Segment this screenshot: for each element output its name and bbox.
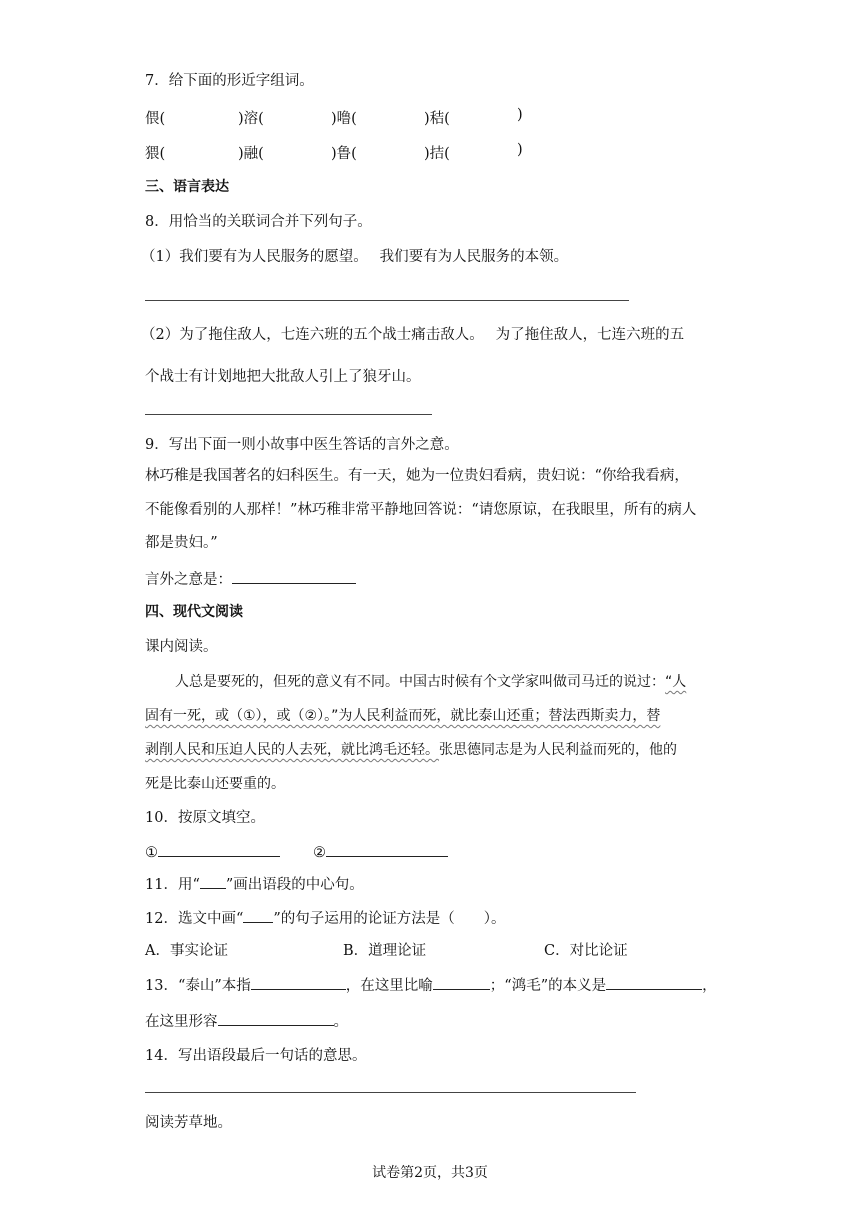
q10-mark-2: ② [313, 845, 326, 861]
q13-text: 在这里形容 [145, 1014, 218, 1030]
q8-answer-line-1[interactable] [145, 300, 629, 301]
q10-title: 10．按原文填空。 [145, 810, 265, 826]
q7-cell: 猥( [145, 146, 166, 162]
q13-text: 13．“泰山”本指 [145, 978, 251, 994]
section-heading-4: 四、现代文阅读 [145, 604, 243, 620]
passage-line-2: 固有一死，或（①），或（②）。”为人民利益而死，就比泰山还重；替法西斯卖力，替 [145, 708, 661, 724]
q14-answer-line[interactable] [145, 1092, 636, 1093]
q13-text: 。 [333, 1014, 348, 1030]
q13-text: ；“鸿毛”的本义是 [489, 978, 607, 994]
q7-row-1 [145, 107, 610, 128]
q7-cell: )拮( [424, 146, 450, 162]
q11-underline-sample [200, 874, 226, 889]
passage-line-1 [175, 672, 686, 692]
q7-cell: )秸( [424, 111, 450, 127]
q13-text: ， [702, 978, 717, 994]
q9-story-line-2: 不能像看别的人那样！”林巧稚非常平静地回答说：“请您原谅，在我眼里，所有的病人 [145, 502, 697, 518]
q7-cell: )噜( [331, 111, 357, 127]
q11 [145, 874, 364, 895]
q12-prefix: 12．选文中画“ [145, 911, 244, 927]
q7-cell: ) [517, 142, 523, 158]
q11-suffix: ”画出语段的中心句。 [225, 877, 364, 893]
q8-title: 8．用恰当的关联词合并下列句子。 [145, 214, 372, 230]
q12-option-c[interactable]: C．对比论证 [544, 943, 628, 959]
q7-cell: )鲁( [331, 146, 357, 162]
q7-cell: 偎( [145, 111, 166, 127]
q8-sentence-1: （1）我们要有为人民服务的愿望。 我们要有为人民服务的本领。 [141, 249, 569, 265]
q12-option-a[interactable]: A．事实论证 [145, 943, 228, 959]
passage-line-3 [145, 740, 677, 760]
q12-option-b[interactable]: B．道理论证 [343, 943, 427, 959]
q13-text: ，在这里比喻 [345, 978, 433, 994]
q7-cell: )溶( [238, 111, 264, 127]
q12 [145, 908, 506, 929]
q7-cell: )融( [238, 146, 264, 162]
wavy-underlined-text: 剥削人民和压迫人民的人去死，就比鸿毛还轻。 [145, 742, 439, 758]
q13-line-2 [145, 1011, 348, 1032]
passage-line-4: 死是比泰山还要重的。 [145, 776, 285, 792]
page-footer: 试卷第2页，共3页 [372, 1165, 488, 1181]
q12-suffix: ”的句子运用的论证方法是（ ）。 [273, 911, 506, 927]
q9-answer [145, 569, 356, 590]
reading-intro: 课内阅读。 [145, 639, 218, 655]
q7-cell: ) [517, 107, 523, 123]
reading2-intro: 阅读芳草地。 [145, 1115, 232, 1131]
q7-title: 7．给下面的形近字组词。 [145, 73, 314, 89]
q10-mark-1: ① [145, 845, 158, 861]
q10-blank-1[interactable] [158, 842, 280, 857]
q13-line-1 [145, 975, 717, 996]
q9-answer-blank[interactable] [232, 569, 356, 584]
passage-text: 人总是要死的，但死的意义有不同。中国古时候有个文学家叫做司马迁的说过： [175, 674, 665, 690]
q8-sentence-2-line-2: 个战士有计划地把大批敌人引上了狼牙山。 [145, 369, 421, 385]
section-heading-3: 三、语言表达 [145, 179, 229, 195]
q8-answer-line-2[interactable] [145, 414, 432, 415]
q9-story-line-3: 都是贵妇。” [145, 535, 218, 551]
q7-row-2 [145, 142, 610, 163]
q8-sentence-2-line-1: （2）为了拖住敌人，七连六班的五个战士痛击敌人。 为了拖住敌人，七连六班的五 [141, 327, 685, 343]
q13-blank-1[interactable] [251, 975, 346, 990]
wavy-underlined-text: “人 [665, 674, 687, 690]
q9-answer-label: 言外之意是： [145, 572, 232, 588]
q14-title: 14．写出语段最后一句话的意思。 [145, 1048, 367, 1064]
q10-blanks [145, 842, 448, 863]
q13-blank-3[interactable] [606, 975, 702, 990]
q13-blank-2[interactable] [433, 975, 490, 990]
passage-text: 张思德同志是为人民利益而死的，他的 [439, 742, 677, 758]
q10-blank-2[interactable] [326, 842, 448, 857]
q11-prefix: 11．用“ [145, 877, 200, 893]
q9-story-line-1: 林巧稚是我国著名的妇科医生。有一天，她为一位贵妇看病，贵妇说：“你给我看病， [145, 468, 689, 484]
q9-title: 9．写出下面一则小故事中医生答话的言外之意。 [145, 437, 459, 453]
q13-blank-4[interactable] [218, 1011, 334, 1026]
q12-underline-sample [243, 908, 273, 923]
